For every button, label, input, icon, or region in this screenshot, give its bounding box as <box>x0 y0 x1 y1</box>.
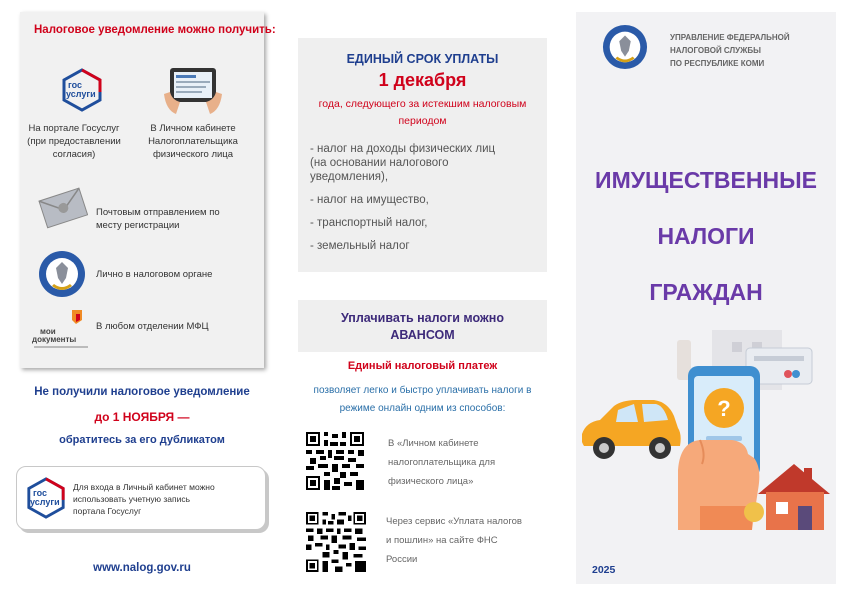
nalog-website-link[interactable]: www.nalog.gov.ru <box>93 562 191 574</box>
mfc-logo-text-2: документы <box>32 335 77 344</box>
envelope-icon <box>38 184 88 230</box>
payment-deadline-card <box>298 38 547 272</box>
method-cabinet-text: В «Личном кабинете налогоплательщика для физического лица» <box>388 438 496 487</box>
not-received-line3: обратитесь за его дубликатом <box>59 434 225 446</box>
gosuslugi-login-note <box>16 466 266 530</box>
ens-description: позволяет легко и быстро уплачивать налоги в режиме онлайн одним из способов: <box>313 385 532 414</box>
method-service-text: Через сервис «Уплата налогов и пошлин» на сайте ФНС России <box>386 516 522 565</box>
gosuslugi-logo-text-2: услуги <box>66 89 96 99</box>
tax-item: - налог на имущество, <box>310 194 429 206</box>
advance-text: Уплачивать налоги можно АВАНСОМ <box>340 311 504 342</box>
deadline-date: 1 декабря <box>378 70 467 90</box>
tax-item: - налог на доходы физических лиц (на основании налогового уведомления), <box>310 143 496 183</box>
gosuslugi-logo-text: гос <box>68 80 83 90</box>
cover-panel <box>576 12 836 584</box>
deadline-title: ЕДИНЫЙ СРОК УПЛАТЫ <box>346 52 499 66</box>
option-office-text: Лично в налоговом органе <box>96 269 213 280</box>
option-mfc-text: В любом отделении МФЦ <box>96 321 209 332</box>
not-received-deadline: до 1 НОЯБРЯ — <box>94 410 190 424</box>
year-label: 2025 <box>592 564 616 576</box>
qr-code-service-icon[interactable] <box>306 512 366 572</box>
notification-options-card <box>20 12 276 368</box>
gosuslugi-logo-icon <box>60 68 104 112</box>
mfc-logo-text: мои <box>40 327 56 336</box>
advance-payment-card <box>298 300 547 352</box>
login-logo-text: гос <box>33 488 48 498</box>
organization-name: УПРАВЛЕНИЕ ФЕДЕРАЛЬНОЙ НАЛОГОВОЙ СЛУЖБЫ ПО РЕСПУБЛИКЕ КОМИ <box>670 33 790 68</box>
tax-item: - транспортный налог, <box>310 217 428 229</box>
ens-title: Единый налоговый платеж <box>347 360 498 372</box>
login-note-text: Для входа в Личный кабинет можно использовать учетную запись портала Госуслуг <box>73 482 215 516</box>
login-logo-text-2: услуги <box>30 497 60 507</box>
not-received-line1: Не получили налоговое уведомление <box>34 386 250 398</box>
moi-dokumenty-logo-icon <box>32 308 90 352</box>
deadline-subtitle: года, следующего за истекшим налоговым периодом <box>318 98 527 127</box>
tablet-cabinet-icon <box>162 66 224 116</box>
option-gosuslugi-text: На портале Госуслуг (при предоставлении согласия) <box>27 123 121 160</box>
fns-emblem-header-icon <box>602 24 648 70</box>
tax-illustration <box>582 330 836 530</box>
brochure-title: ИМУЩЕСТВЕННЫЕ НАЛОГИ ГРАЖДАН <box>595 167 817 305</box>
fns-emblem-icon <box>38 250 86 298</box>
option-mail-text: Почтовым отправлением по месту регистрации <box>96 207 220 231</box>
question-mark-icon: ? <box>717 396 731 421</box>
tax-item: - земельный налог <box>310 240 410 252</box>
tax-list <box>310 142 540 262</box>
qr-code-cabinet-icon[interactable] <box>306 432 364 490</box>
gosuslugi-small-logo-icon <box>25 477 67 519</box>
notification-options-title: Налоговое уведомление можно получить: <box>34 24 276 36</box>
option-cabinet-text: В Личном кабинете Налогоплательщика физического лица <box>148 123 238 160</box>
